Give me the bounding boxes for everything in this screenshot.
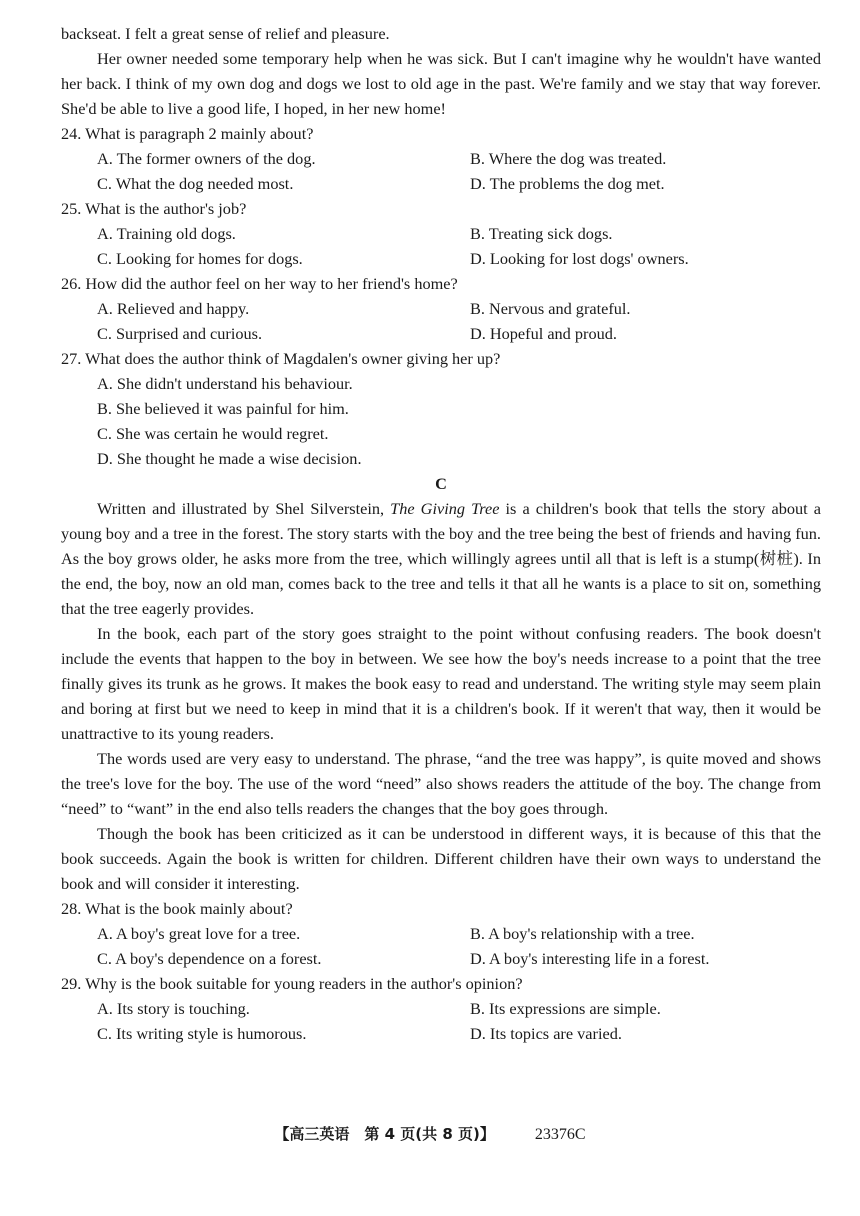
options — [61, 296, 821, 346]
option-a: A. Training old dogs. — [97, 224, 236, 243]
options — [61, 921, 821, 971]
section-c-heading: C — [435, 474, 447, 493]
passage-c-p3: The words used are very easy to understand. The phrase, “and the tree was happy”, is quite moved and shows the tree's love for the boy. The use of the word “need” also shows readers the attitude of the boy. The change from “need” to “want” in the end also tells readers the changes that the boy goes through. — [61, 749, 821, 818]
option-b: B. Nervous and grateful. — [470, 299, 631, 318]
option-d: D. Its topics are varied. — [470, 1024, 622, 1043]
question-stem: 25. What is the author's job? — [61, 199, 247, 218]
option-c: C. Its writing style is humorous. — [97, 1024, 307, 1043]
passage-c-p1 — [61, 496, 821, 621]
option-b: B. Treating sick dogs. — [470, 224, 613, 243]
passage-c-p2: In the book, each part of the story goes straight to the point without confusing readers. The book doesn't include the events that happen to the boy in between. We see how the boy's needs increase to a point that the tree finally gives its trunk as he grows. It makes the book easy to read and understand. The writing style may seem plain and boring at first but we need to keep in mind that it is a children's book. If it weren't that way, then it would be unattractive to its young readers. — [61, 624, 821, 743]
question-28 — [61, 896, 821, 971]
question-stem: 29. Why is the book suitable for young readers in the author's opinion? — [61, 974, 523, 993]
passage-c-p1-post: is a children's book that tells the story about a young boy and a tree in the forest. The story starts with the boy and the tree being the best of friends and having fun. As the boy grows older, he asks more from the tree, which willingly agrees until all that is left is a stump(树桩). In the end, the boy, now an old man, comes back to the tree and tells it that all he wants is a place to sit on, something that the tree eagerly provides. — [61, 499, 821, 618]
page-text — [61, 21, 821, 1046]
question-stem: 28. What is the book mainly about? — [61, 899, 293, 918]
option-c: C. She was certain he would regret. — [97, 424, 329, 443]
passage-c-p1-pre: Written and illustrated by Shel Silverstein, — [97, 499, 391, 518]
option-c: C. A boy's dependence on a forest. — [97, 949, 322, 968]
passage-c-p4: Though the book has been criticized as it can be understood in different ways, it is because of this that the book succeeds. Again the book is written for children. Different children have their own ways to understand the book and will consider it interesting. — [61, 824, 821, 893]
option-a: A. The former owners of the dog. — [97, 149, 316, 168]
question-stem: 27. What does the author think of Magdalen's owner giving her up? — [61, 349, 501, 368]
question-27 — [61, 346, 821, 471]
option-c: C. Looking for homes for dogs. — [97, 249, 303, 268]
option-b: B. A boy's relationship with a tree. — [470, 924, 695, 943]
option-d: D. A boy's interesting life in a forest. — [470, 949, 710, 968]
option-a: A. A boy's great love for a tree. — [97, 924, 301, 943]
option-c: C. Surprised and curious. — [97, 324, 263, 343]
question-29 — [61, 971, 821, 1046]
question-24 — [61, 121, 821, 196]
footer-code: 23376C — [534, 1126, 586, 1143]
book-title: The Giving Tree — [390, 499, 500, 518]
option-b: B. Where the dog was treated. — [470, 149, 667, 168]
option-a: A. Its story is touching. — [97, 999, 250, 1018]
option-d: D. The problems the dog met. — [470, 174, 665, 193]
options — [61, 221, 821, 271]
option-d: D. She thought he made a wise decision. — [97, 449, 362, 468]
options — [61, 996, 821, 1046]
page-footer — [0, 1123, 860, 1144]
question-26 — [61, 271, 821, 346]
passage-b-p1: backseat. I felt a great sense of relief and pleasure. — [61, 24, 390, 43]
question-stem: 24. What is paragraph 2 mainly about? — [61, 124, 314, 143]
option-d: D. Looking for lost dogs' owners. — [470, 249, 689, 268]
options — [61, 371, 821, 471]
option-d: D. Hopeful and proud. — [470, 324, 617, 343]
passage-b-p2: Her owner needed some temporary help when he was sick. But I can't imagine why he wouldn't have wanted her back. I think of my own dog and dogs we lost to old age in the past. We're family and we stay that way forever. She'd be able to live a good life, I hoped, in her new home! — [61, 49, 821, 118]
options — [61, 146, 821, 196]
question-stem: 26. How did the author feel on her way to her friend's home? — [61, 274, 458, 293]
question-25 — [61, 196, 821, 271]
footer-title: 【高三英语 第 4 页(共 8 页)】 — [274, 1125, 495, 1143]
option-c: C. What the dog needed most. — [97, 174, 294, 193]
option-a: A. She didn't understand his behaviour. — [97, 374, 353, 393]
option-b: B. She believed it was painful for him. — [97, 399, 349, 418]
option-b: B. Its expressions are simple. — [470, 999, 661, 1018]
option-a: A. Relieved and happy. — [97, 299, 250, 318]
